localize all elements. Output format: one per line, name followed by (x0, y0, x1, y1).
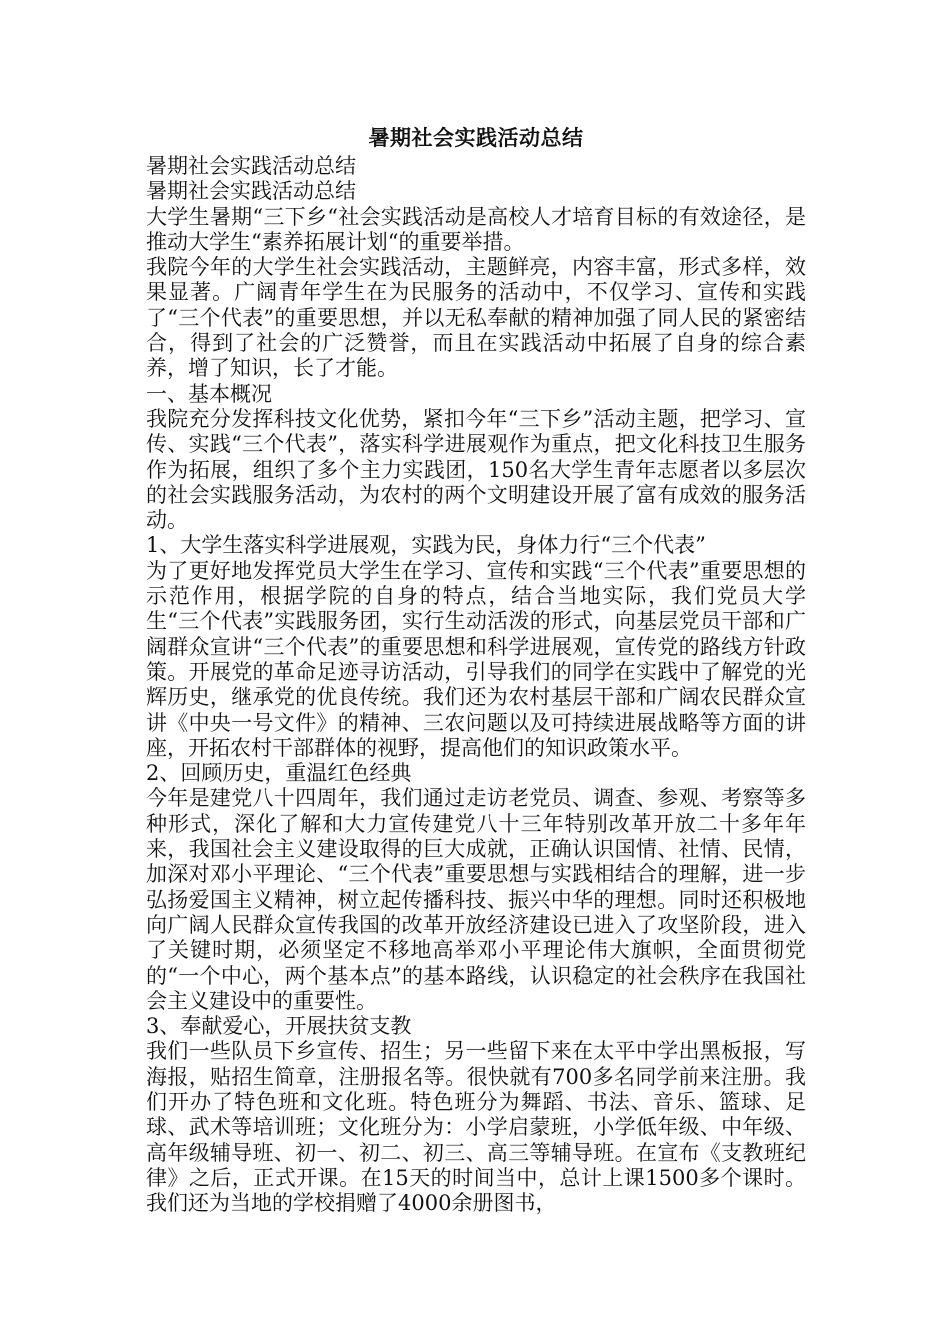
paragraph-overview-text: 我院今年的大学生社会实践活动，主题鲜亮，内容丰富，形式多样，效果显著。广阔青年学生在为民服务的活动中，不仅学习、宣传和实践了“三个代表”的重要思想，并以无私奉献的精神加强了同人民的紧密结合，得到了社会的广泛赞誉，而且在实践活动中拓展了自身的综合素养，增了知识，长了才能。 (146, 255, 806, 381)
paragraph-subsection-3: 我们一些队员下乡宣传、招生；另一些留下来在太平中学出黑板报，写海报，贴招生简章，注册报名等。很快就有700多名同学前来注册。我们开办了特色班和文化班。特色班分为舞蹈、书法、音乐、篮球、足球、武术等培训班；文化班分为：小学启蒙班，小学低年级、中年级、高年级辅导班、初一、初二、初三、高三等辅导班。在宣布《支教班纪律》之后，正式开课。在15天的时间当中，总计上课1500多个课时。我们还为当地的学校捐赠了4000余册图书， (146, 1039, 806, 1216)
document-title: 暑期社会实践活动总结 (368, 125, 584, 150)
subsection-heading-2: 2、回顾历史，重温红色经典 (146, 761, 412, 786)
paragraph-basic-text: 我院充分发挥科技文化优势，紧扣今年“三下乡”活动主题，把学习、宣传、实践“三个代表”，落实科学进展观作为重点，把文化科技卫生服务作为拓展，组织了多个主力实践团，150名大学生青年志愿者以多层次的社会实践服务活动，为农村的两个文明建设开展了富有成效的服务活动。 (146, 406, 806, 533)
paragraph-subsection-1: 为了更好地发挥党员大学生在学习、宣传和实践“三个代表”重要思想的示范作用，根据学院的自身的特点，结合当地实际，我们党员大学生“三个代表”实践服务团，实行生动活泼的形式，向基层党员干部和广阔群众宣讲“三个代表”的重要思想和科学进展观，宣传党的路线方针政策。开展党的革命足迹寻访活动，引导我们的同学在实践中了解党的光辉历史，继承党的优良传统。我们还为农村基层干部和广阔农民群众宣讲《中央一号文件》的精神、三农问题以及可持续进展战略等方面的讲座，开拓农村干部群体的视野，提高他们的知识政策水平。 (146, 558, 806, 760)
subsection-heading-1: 1、大学生落实科学进展观，实践为民，身体力行“三个代表” (146, 533, 706, 558)
paragraph-subtitle-2: 暑期社会实践活动总结 (146, 179, 356, 204)
document-page (146, 124, 806, 1216)
paragraph-subtitle-1: 暑期社会实践活动总结 (146, 154, 356, 178)
paragraph-subsection-2: 今年是建党八十四周年，我们通过走访老党员、调查、参观、考察等多种形式，深化了解和大力宣传建党八十三年特别改革开放二十多年年来，我国社会主义建设取得的巨大成就，正确认识国情、社情、民情，加深对邓小平理论、“三个代表”重要思想与实践相结合的理解，进一步弘扬爱国主义精神，树立起传播科技、振兴中华的理想。同时还积极地向广阔人民群众宣传我国的改革开放经济建设已进入了攻坚阶段，进入了关键时期，必须坚定不移地高举邓小平理论伟大旗帜，全面贯彻党的“一个中心，两个基本点”的基本路线，认识稳定的社会秩序在我国社会主义建设中的重要性。 (146, 786, 806, 1013)
section-heading-basic: 一、基本概况 (146, 381, 272, 406)
paragraph-intro: 大学生暑期“三下乡“社会实践活动是高校人才培育目标的有效途径，是推动大学生“素养拓展计划“的重要举措。 (146, 204, 806, 254)
subsection-heading-3: 3、奉献爱心，开展扶贫支教 (146, 1014, 412, 1039)
